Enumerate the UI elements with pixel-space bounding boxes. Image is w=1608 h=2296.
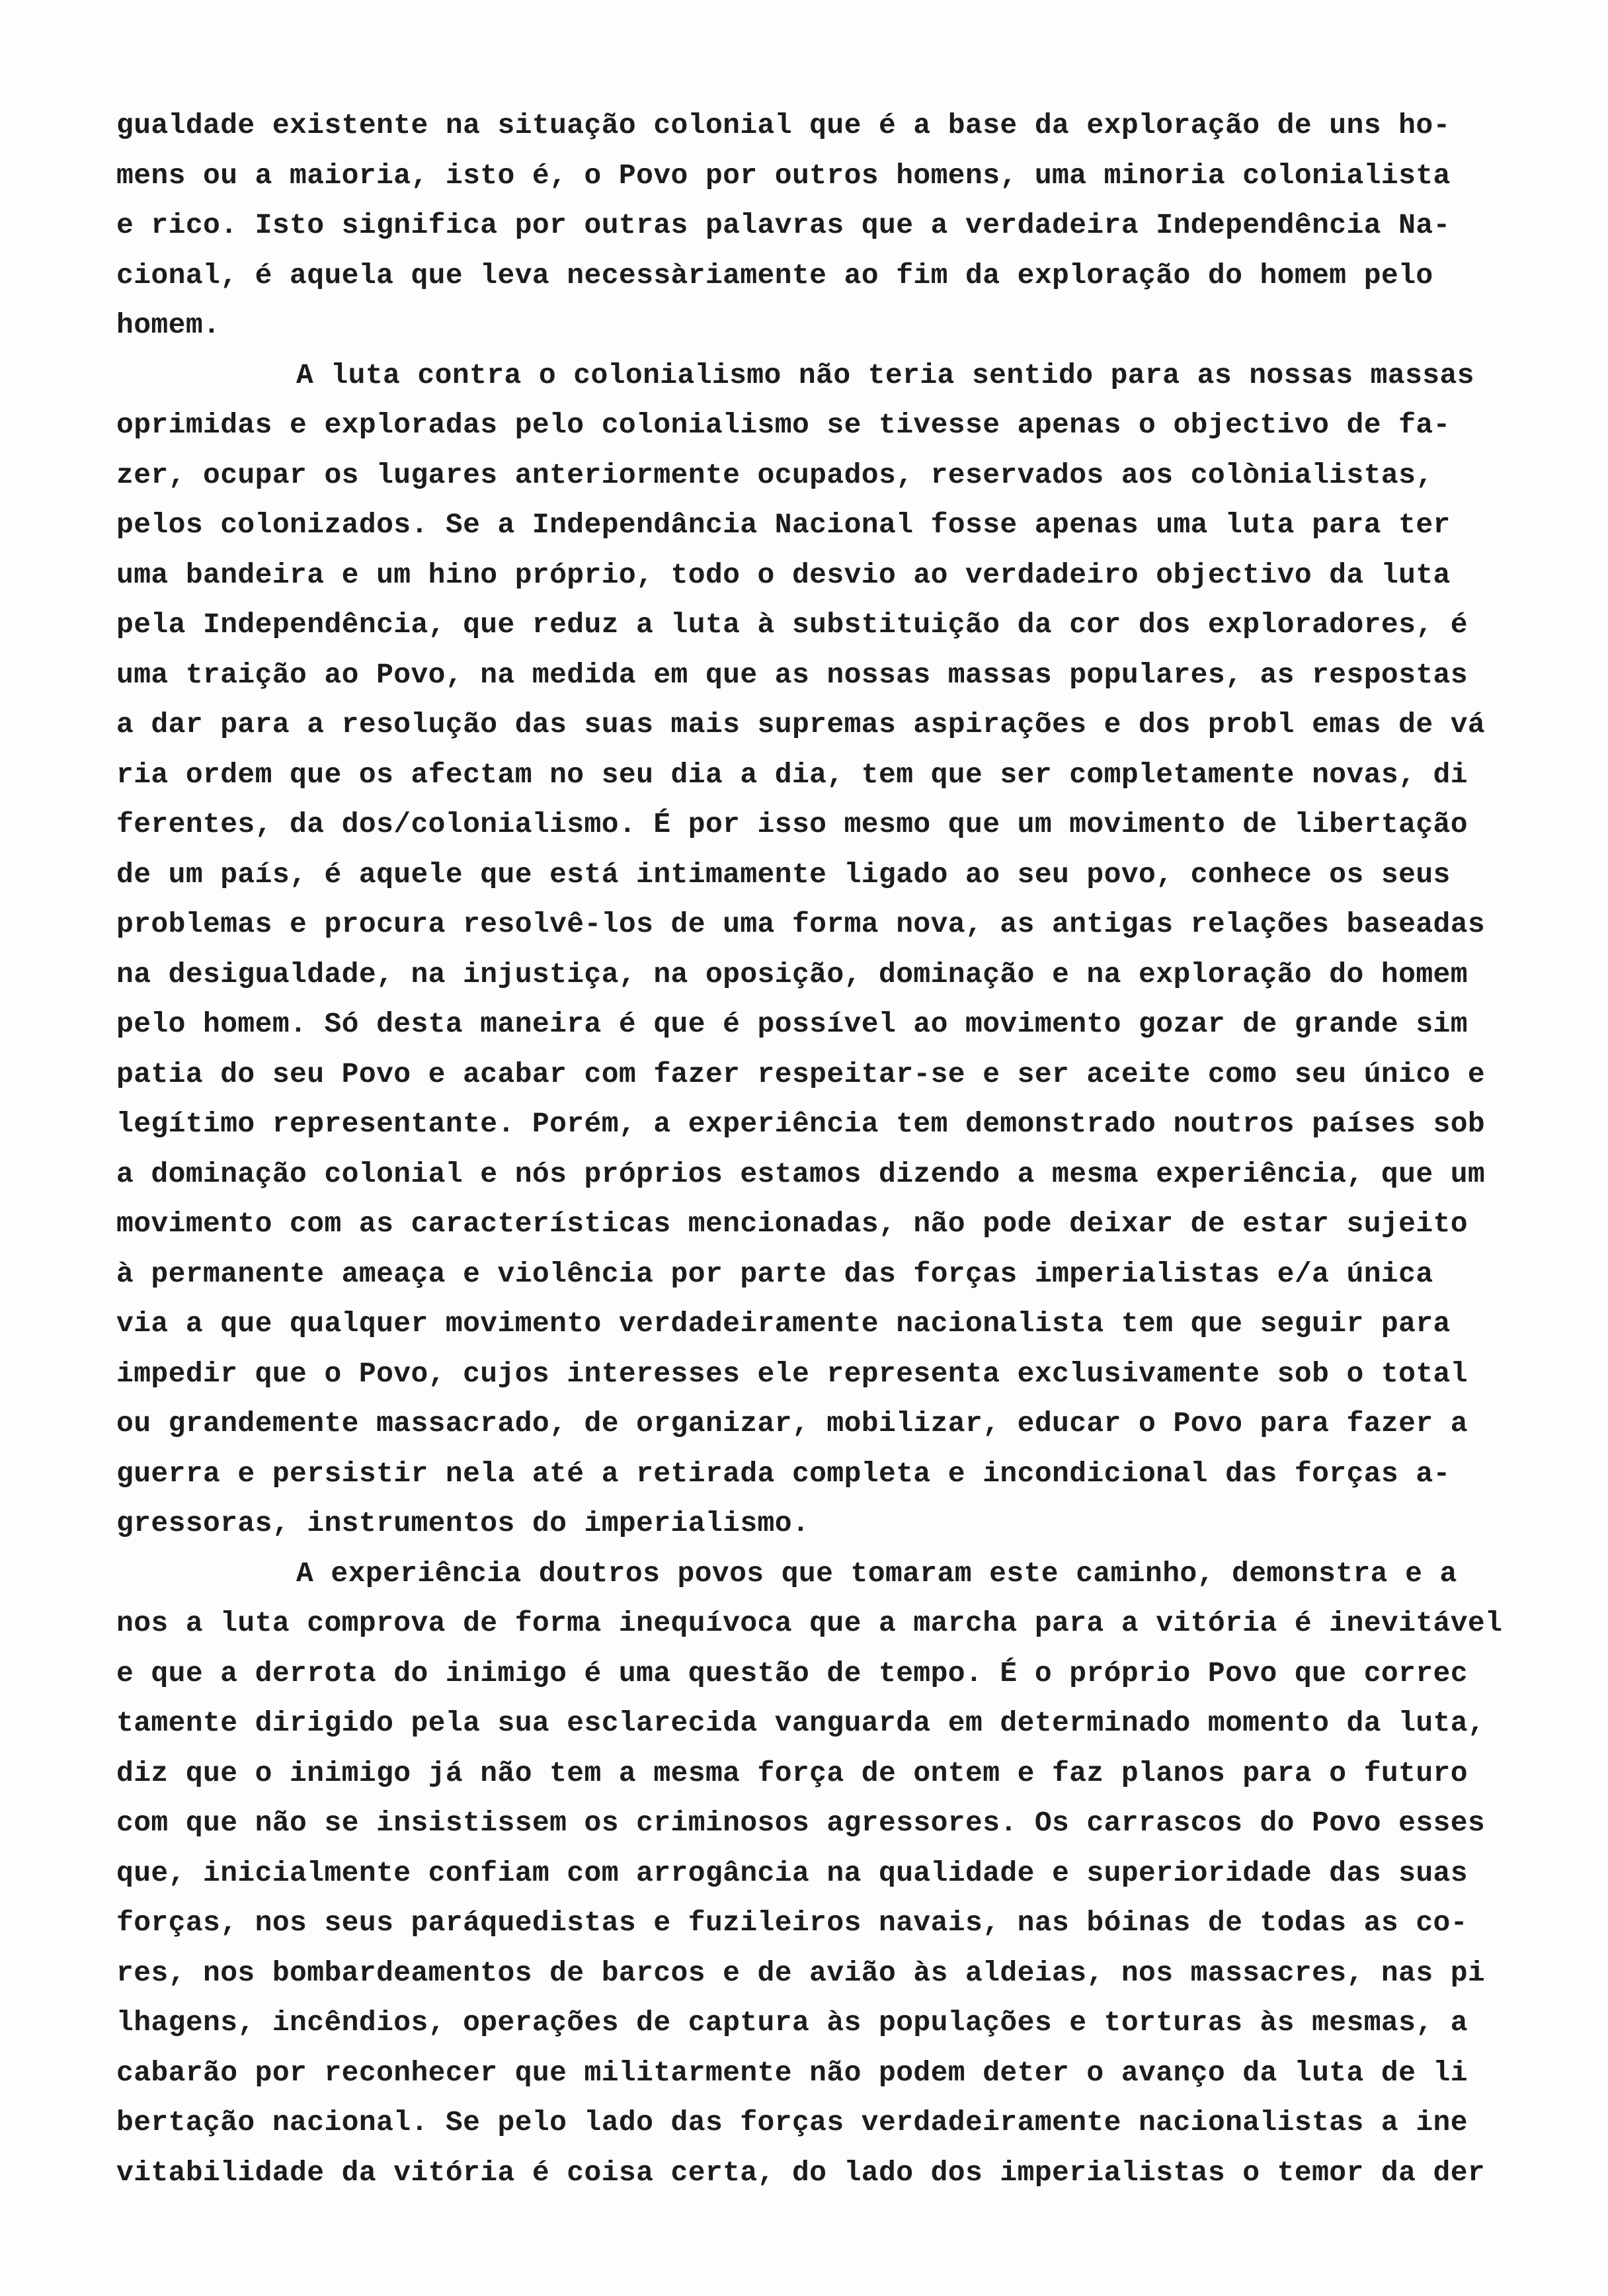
text-line: bertação nacional. Se pelo lado das forças verdadeiramente nacionalistas a ine [116, 2106, 1468, 2139]
text-line: na desigualdade, na injustiça, na oposição, dominação e na exploração do homem [116, 958, 1468, 991]
text-line: pelo homem. Só desta maneira é que é possível ao movimento gozar de grande sim [116, 1008, 1468, 1040]
text-line: a dominação colonial e nós próprios estamos dizendo a mesma experiência, que um [116, 1157, 1486, 1190]
text-line: A experiência doutros povos que tomaram este caminho, demonstra e a [296, 1557, 1457, 1590]
text-line: diz que o inimigo já não tem a mesma força de ontem e faz planos para o futuro [116, 1756, 1468, 1789]
paragraph-2 [116, 350, 1531, 1549]
text-line: ferentes, da dos/colonialismo. É por isso mesmo que um movimento de libertação [116, 808, 1468, 840]
text-line: com que não se insistissem os criminosos agressores. Os carrascos do Povo esses [116, 1807, 1486, 1839]
text-line: gualdade existente na situação colonial que é a base da exploração de uns ho- [116, 109, 1451, 142]
text-line: legítimo representante. Porém, a experiência tem demonstrado noutros países sob [116, 1108, 1486, 1140]
text-line: gressoras, instrumentos do imperialismo. [116, 1507, 810, 1539]
text-line: forças, nos seus paráquedistas e fuzileiros navais, nas bóinas de todas as co- [116, 1906, 1468, 1939]
text-line: pela Independência, que reduz a luta à substituição da cor dos exploradores, é [116, 608, 1468, 641]
document-body [116, 101, 1531, 2197]
text-line: pelos colonizados. Se a Independância Nacional fosse apenas uma luta para ter [116, 509, 1451, 541]
text-line: ria ordem que os afectam no seu dia a dia, tem que ser completamente novas, di [116, 758, 1468, 791]
text-line: de um país, é aquele que está intimamente ligado ao seu povo, conhece os seus [116, 858, 1451, 891]
text-line: vitabilidade da vitória é coisa certa, do lado dos imperialistas o temor da der [116, 2156, 1486, 2189]
text-line: impedir que o Povo, cujos interesses ele representa exclusivamente sob o total [116, 1357, 1468, 1390]
text-line: tamente dirigido pela sua esclarecida vanguarda em determinado momento da luta, [116, 1707, 1486, 1739]
text-line: uma bandeira e um hino próprio, todo o desvio ao verdadeiro objectivo da luta [116, 558, 1451, 591]
text-line: nos a luta comprova de forma inequívoca que a marcha para a vitória é inevitável [116, 1607, 1503, 1639]
text-line: guerra e persistir nela até a retirada completa e incondicional das forças a- [116, 1457, 1451, 1490]
paragraph-1 [116, 101, 1531, 350]
text-line: que, inicialmente confiam com arrogância na qualidade e superioridade das suas [116, 1856, 1468, 1889]
text-line: problemas e procura resolvê-los de uma forma nova, as antigas relações baseadas [116, 908, 1486, 940]
text-line: à permanente ameaça e violência por parte das forças imperialistas e/a única [116, 1257, 1433, 1290]
text-line: lhagens, incêndios, operações de captura às populações e torturas às mesmas, a [116, 2006, 1468, 2039]
text-line: res, nos bombardeamentos de barcos e de avião às aldeias, nos massacres, nas pi [116, 1956, 1486, 1989]
text-line: mens ou a maioria, isto é, o Povo por outros homens, uma minoria colonialista [116, 159, 1451, 192]
paragraph-3 [116, 1549, 1531, 2198]
text-line: e que a derrota do inimigo é uma questão de tempo. É o próprio Povo que correc [116, 1657, 1468, 1690]
text-line: e rico. Isto significa por outras palavras que a verdadeira Independência Na- [116, 209, 1451, 241]
text-line: cional, é aquela que leva necessàriamente ao fim da exploração do homem pelo [116, 259, 1433, 292]
text-line: via a que qualquer movimento verdadeiramente nacionalista tem que seguir para [116, 1307, 1451, 1340]
text-line: cabarão por reconhecer que militarmente não podem deter o avanço da luta de li [116, 2056, 1468, 2089]
text-line: zer, ocupar os lugares anteriormente ocupados, reservados aos colònialistas, [116, 458, 1433, 491]
text-line: homem. [116, 309, 221, 341]
text-line: movimento com as características mencionadas, não pode deixar de estar sujeito [116, 1208, 1468, 1240]
text-line: oprimidas e exploradas pelo colonialismo se tivesse apenas o objectivo de fa- [116, 409, 1451, 441]
text-line: A luta contra o colonialismo não teria sentido para as nossas massas [296, 358, 1474, 391]
text-line: ou grandemente massacrado, de organizar, mobilizar, educar o Povo para fazer a [116, 1407, 1468, 1440]
text-line: patia do seu Povo e acabar com fazer respeitar-se e ser aceite como seu único e [116, 1057, 1486, 1090]
text-line: uma traição ao Povo, na medida em que as nossas massas populares, as respostas [116, 658, 1468, 691]
text-line: a dar para a resolução das suas mais supremas aspirações e dos probl emas de vá [116, 708, 1486, 741]
